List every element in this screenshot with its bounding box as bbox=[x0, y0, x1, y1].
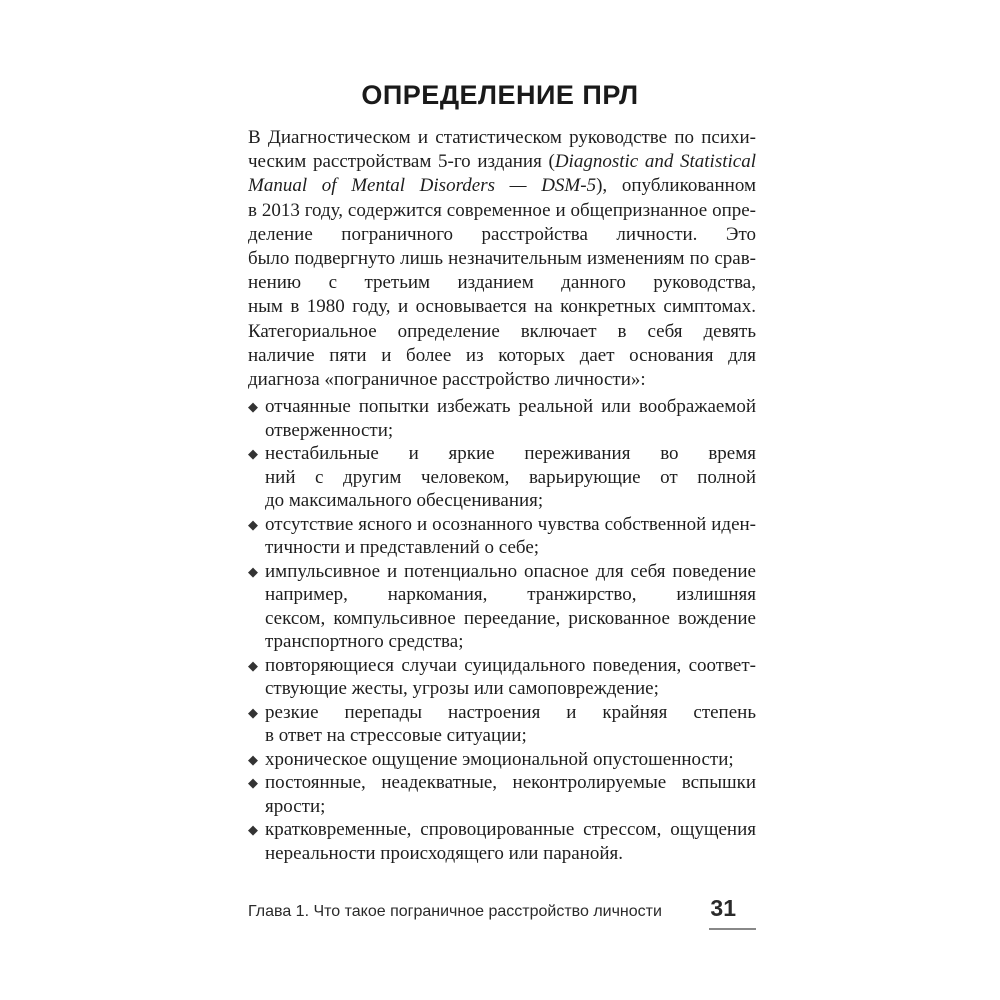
paragraph-line: наличие пяти и более из которых дает основания для bbox=[248, 344, 756, 366]
criteria-list-item bbox=[248, 560, 756, 654]
criteria-line: ярости; bbox=[265, 795, 326, 817]
criteria-list-item bbox=[248, 513, 756, 560]
paragraph-line: Категориальное определение включает в себя девять bbox=[248, 320, 756, 342]
criteria-list-item bbox=[248, 748, 756, 772]
italic-title: Manual of Mental Disorders — DSM-5 bbox=[248, 175, 597, 197]
criteria-line: резкие перепады настроения и крайняя степень bbox=[265, 701, 756, 723]
page-number: 31 bbox=[710, 895, 736, 921]
diamond-bullet-icon: ◆ bbox=[248, 704, 258, 720]
paragraph-line: В Диагностическом и статистическом руководстве по психи- bbox=[248, 127, 756, 148]
paragraph-line: нению с третьим изданием данного руководства, bbox=[248, 272, 756, 294]
criteria-line: отверженности; bbox=[265, 419, 394, 441]
criteria-list-item bbox=[248, 395, 756, 442]
diamond-bullet-icon: ◆ bbox=[248, 399, 258, 414]
intro-paragraph bbox=[248, 126, 756, 392]
criteria-line: сексом, компульсивное переедание, рискованное вождение bbox=[265, 607, 756, 629]
diamond-bullet-icon: ◆ bbox=[248, 563, 258, 579]
criteria-line: отчаянные попытки избежать реальной или воображаемой bbox=[265, 396, 756, 417]
criteria-line: нестабильные и яркие переживания во время bbox=[265, 443, 756, 464]
criteria-line: постоянные, неадекватные, неконтролируемые вспышки bbox=[265, 772, 756, 793]
criteria-list-item bbox=[248, 701, 756, 748]
criteria-line: хроническое ощущение эмоциональной опустошенности; bbox=[265, 748, 734, 770]
criteria-list bbox=[248, 395, 756, 865]
diamond-bullet-icon: ◆ bbox=[248, 822, 258, 837]
paragraph-line: деление пограничного расстройства личности. Это bbox=[248, 223, 756, 245]
running-head: Глава 1. Что такое пограничное расстройство личности bbox=[248, 903, 662, 920]
criteria-list-item bbox=[248, 442, 756, 513]
criteria-line: транспортного средства; bbox=[265, 631, 464, 652]
criteria-line: импульсивное и потенциально опасное для себя поведение bbox=[265, 560, 756, 582]
page-number-rule bbox=[709, 928, 756, 930]
diamond-bullet-icon: ◆ bbox=[248, 516, 258, 532]
paragraph-line: диагноза «пограничное расстройство личности»: bbox=[248, 368, 646, 390]
criteria-line: тичности и представлений о себе; bbox=[265, 537, 540, 558]
criteria-list-item bbox=[248, 771, 756, 818]
criteria-line: ний с другим человеком, варьирующие от полной bbox=[265, 466, 756, 488]
page-title: ОПРЕДЕЛЕНИЕ ПРЛ bbox=[361, 80, 639, 110]
paragraph-line-with-italic: Manual of Mental Disorders — DSM-5), опубликованном bbox=[248, 175, 756, 197]
page-footer bbox=[248, 895, 756, 935]
criteria-line: в ответ на стрессовые ситуации; bbox=[265, 725, 527, 746]
paragraph-line: было подвергнуто лишь незначительным изменениям по срав- bbox=[248, 247, 756, 269]
paragraph-line: в 2013 году, содержится современное и общепризнанное опре- bbox=[248, 199, 756, 221]
diamond-bullet-icon: ◆ bbox=[248, 657, 258, 673]
criteria-list-item bbox=[248, 654, 756, 701]
paragraph-line-with-italic: ческим расстройствам 5-го издания (Diagnostic and Statistical bbox=[248, 151, 756, 173]
criteria-line: отсутствие ясного и осознанного чувства собственной иден- bbox=[265, 513, 756, 535]
paragraph-line: ным в 1980 году, и основывается на конкретных симптомах. bbox=[248, 296, 756, 318]
criteria-line: ствующие жесты, угрозы или самоповреждение; bbox=[265, 678, 659, 699]
criteria-line: кратковременные, спровоцированные стрессом, ощущения bbox=[265, 819, 756, 840]
criteria-line: повторяющиеся случаи суицидального поведения, соответ- bbox=[265, 654, 756, 676]
criteria-list-item bbox=[248, 818, 756, 865]
criteria-line: например, наркомания, транжирство, излишняя bbox=[265, 584, 756, 605]
criteria-line: до максимального обесценивания; bbox=[265, 490, 544, 511]
italic-title: Diagnostic and Statistical bbox=[554, 151, 756, 173]
diamond-bullet-icon: ◆ bbox=[248, 751, 258, 767]
diamond-bullet-icon: ◆ bbox=[248, 775, 258, 790]
diamond-bullet-icon: ◆ bbox=[248, 446, 258, 461]
criteria-line: нереальности происходящего или паранойя. bbox=[265, 842, 624, 864]
